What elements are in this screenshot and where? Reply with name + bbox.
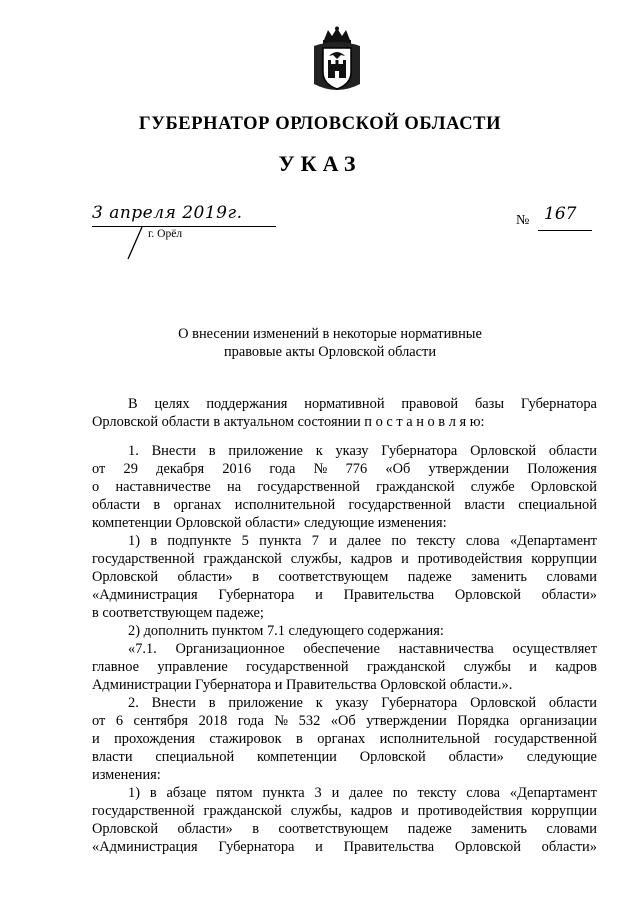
word: абзаце: [166, 785, 207, 801]
word: падеже: [407, 569, 452, 585]
word: и: [315, 839, 323, 855]
word: области»: [541, 839, 597, 855]
word: прохождения: [114, 731, 195, 747]
word: службы: [463, 659, 511, 675]
word: на: [227, 479, 242, 495]
word: и: [92, 731, 100, 747]
word: государственной: [494, 731, 597, 747]
subject-line: О внесении изменений в некоторые нормативные: [178, 326, 482, 342]
handwritten-number: 167: [544, 204, 577, 224]
word: противодействия: [417, 803, 523, 819]
number-label: №: [516, 213, 530, 228]
word: года: [237, 713, 264, 729]
word: компетенции: [256, 749, 337, 765]
word: и: [529, 659, 537, 675]
word: далее: [349, 785, 383, 801]
word: «Администрация: [92, 839, 198, 855]
word: в: [208, 695, 216, 711]
word: декабря: [156, 461, 205, 477]
word: по: [392, 785, 408, 801]
word: Организационное: [175, 641, 285, 657]
word: исполнительной: [234, 497, 336, 513]
word: 1): [128, 785, 140, 801]
word: слова: [465, 533, 500, 549]
word: Орловской: [530, 479, 597, 495]
word: указу: [335, 443, 369, 459]
word: от: [92, 461, 106, 477]
word: Порядка: [457, 713, 510, 729]
text-line: [92, 658, 597, 676]
word: целях: [154, 396, 190, 412]
text-line: [92, 712, 597, 730]
word: коррупции: [531, 803, 597, 819]
text-line: [92, 395, 597, 413]
word: «Департамент: [509, 533, 597, 549]
word: правовой: [401, 396, 459, 412]
word: органах: [317, 731, 366, 747]
word: нормативной: [304, 396, 385, 412]
word: государственной: [348, 497, 452, 513]
text-line: [92, 442, 597, 460]
word: и: [331, 785, 340, 801]
word: соответствующем: [278, 569, 389, 585]
word: в: [150, 533, 158, 549]
word: государственной: [92, 803, 195, 819]
word: гражданской: [366, 659, 446, 675]
text-line: [92, 640, 597, 658]
word: гражданской: [203, 803, 282, 819]
word: Губернатора: [520, 396, 597, 412]
word: Губернатора: [218, 587, 295, 603]
text-line: [92, 496, 597, 514]
word: коррупции: [531, 551, 597, 567]
word: сентября: [133, 713, 189, 729]
text-line: изменения:: [92, 767, 161, 783]
word: «Администрация: [92, 587, 198, 603]
word: в: [252, 569, 259, 585]
word: осуществляет: [512, 641, 597, 657]
text-line: в соответствующем падеже;: [92, 605, 264, 621]
word: «Об: [385, 461, 411, 477]
word: далее: [347, 533, 382, 549]
word: В: [128, 396, 138, 412]
text-line: [92, 586, 597, 604]
handwritten-date: 3 апреля 2019г.: [92, 203, 243, 223]
text-line: компетенции Орловской области» следующие изменения:: [92, 515, 447, 531]
word: области: [548, 443, 597, 459]
word: Губернатора: [218, 839, 295, 855]
word: подпункте: [167, 533, 232, 549]
word: стажировок: [209, 731, 282, 747]
word: гражданской: [203, 551, 282, 567]
word: государственной: [92, 551, 195, 567]
word: заменить: [471, 821, 527, 837]
word: в: [153, 497, 161, 513]
word: власти: [464, 497, 505, 513]
issuing-authority: ГУБЕРНАТОР ОРЛОВСКОЙ ОБЛАСТИ: [138, 114, 502, 134]
word: заменить: [471, 569, 527, 585]
word: гражданской: [376, 479, 455, 495]
word: исполнительной: [379, 731, 480, 747]
word: по: [391, 533, 407, 549]
word: Орловской: [359, 749, 426, 765]
word: о: [92, 479, 100, 495]
word: «Департамент: [509, 785, 597, 801]
word: утверждении: [428, 461, 510, 477]
word: области: [548, 695, 597, 711]
text-line: [92, 730, 597, 748]
word: Правительства: [343, 839, 435, 855]
word: Внести: [151, 695, 197, 711]
word: в: [295, 731, 303, 747]
word: пятом: [216, 785, 253, 801]
word: к: [315, 443, 323, 459]
word: Губернатора: [381, 695, 458, 711]
word: и: [329, 533, 337, 549]
coat-of-arms-icon: [310, 26, 364, 96]
word: пункта: [259, 533, 302, 549]
word: 3: [314, 785, 322, 801]
subject-line: правовые акты Орловской области: [223, 344, 437, 360]
word: Орловской: [454, 839, 521, 855]
word: 532: [298, 713, 321, 729]
word: обеспечение: [303, 641, 380, 657]
word: 6: [115, 713, 124, 729]
word: 7: [311, 533, 319, 549]
word: №: [313, 461, 328, 477]
text-line: [92, 748, 597, 766]
word: в: [252, 821, 259, 837]
text-line: [92, 550, 597, 568]
word: области»: [541, 587, 597, 603]
word: кадров: [555, 659, 597, 675]
word: специальной: [518, 497, 597, 513]
word: слова: [466, 785, 501, 801]
word: падеже: [407, 821, 452, 837]
word: в: [149, 785, 157, 801]
word: 1): [128, 533, 140, 549]
word: 2016: [222, 461, 252, 477]
text-line: [92, 478, 597, 496]
text-line: [92, 568, 597, 586]
text-line: [92, 820, 597, 838]
text-line: Администрации Губернатора и Правительства Орловской области.».: [92, 677, 513, 693]
word: №: [274, 713, 289, 729]
word: области»: [177, 569, 233, 585]
word: к: [315, 695, 323, 711]
word: власти: [92, 749, 133, 765]
word: тексту: [417, 785, 457, 801]
text-line: [92, 460, 597, 478]
word: Орловской: [470, 443, 537, 459]
word: следующие: [526, 749, 597, 765]
word: и: [401, 803, 409, 819]
word: области: [92, 497, 141, 513]
word: управление: [157, 659, 228, 675]
word: приложение: [228, 443, 303, 459]
word: 1.: [128, 443, 139, 459]
decree-subject: [120, 325, 540, 361]
word: Правительства: [343, 587, 435, 603]
number-underline: [538, 230, 592, 231]
word: области»: [448, 749, 504, 765]
word: службы,: [290, 551, 342, 567]
word: главное: [92, 659, 139, 675]
word: Орловской: [470, 695, 537, 711]
date-underline: [92, 226, 276, 227]
word: органах: [173, 497, 222, 513]
word: Орловской: [92, 569, 159, 585]
place-of-issue: г. Орёл: [148, 228, 183, 240]
text-line: [92, 694, 597, 712]
word: Орловской: [454, 587, 521, 603]
word: от: [92, 713, 106, 729]
word: Положения: [527, 461, 597, 477]
word: «7.1.: [128, 641, 157, 657]
decree-body: [92, 395, 597, 856]
word: службе: [470, 479, 515, 495]
word: и: [401, 551, 409, 567]
word: кадров: [350, 803, 393, 819]
word: 776: [345, 461, 368, 477]
word: указу: [335, 695, 369, 711]
word: в: [208, 443, 216, 459]
word: тексту: [416, 533, 456, 549]
text-line: Орловской области в актуальном состоянии п о с т а н о в л я ю:: [92, 414, 485, 430]
word: наставничестве: [115, 479, 211, 495]
word: наставничества: [398, 641, 494, 657]
word: 2018: [198, 713, 228, 729]
word: 29: [123, 461, 138, 477]
word: пункта: [262, 785, 305, 801]
word: государственной: [257, 479, 360, 495]
paragraph-gap: [92, 431, 597, 442]
word: года: [269, 461, 296, 477]
word: кадров: [350, 551, 393, 567]
word: словами: [546, 569, 597, 585]
text-line: [92, 838, 597, 856]
document-type: УКАЗ: [278, 151, 362, 176]
word: приложение: [228, 695, 303, 711]
text-line: 2) дополнить пунктом 7.1 следующего содержания:: [128, 623, 444, 639]
word: службы,: [290, 803, 342, 819]
word: организации: [519, 713, 597, 729]
word: базы: [474, 396, 505, 412]
word: и: [315, 587, 323, 603]
word: специальной: [155, 749, 235, 765]
word: противодействия: [417, 551, 523, 567]
text-line: [92, 802, 597, 820]
word: «Об: [330, 713, 356, 729]
word: Внести: [151, 443, 197, 459]
word: области»: [177, 821, 233, 837]
word: государственной: [246, 659, 349, 675]
word: Губернатора: [381, 443, 458, 459]
text-line: [92, 784, 597, 802]
word: 5: [241, 533, 249, 549]
word: утверждении: [366, 713, 447, 729]
word: 2.: [128, 695, 139, 711]
word: словами: [546, 821, 597, 837]
word: поддержания: [206, 396, 288, 412]
text-line: [92, 532, 597, 550]
word: соответствующем: [278, 821, 389, 837]
word: Орловской: [92, 821, 159, 837]
